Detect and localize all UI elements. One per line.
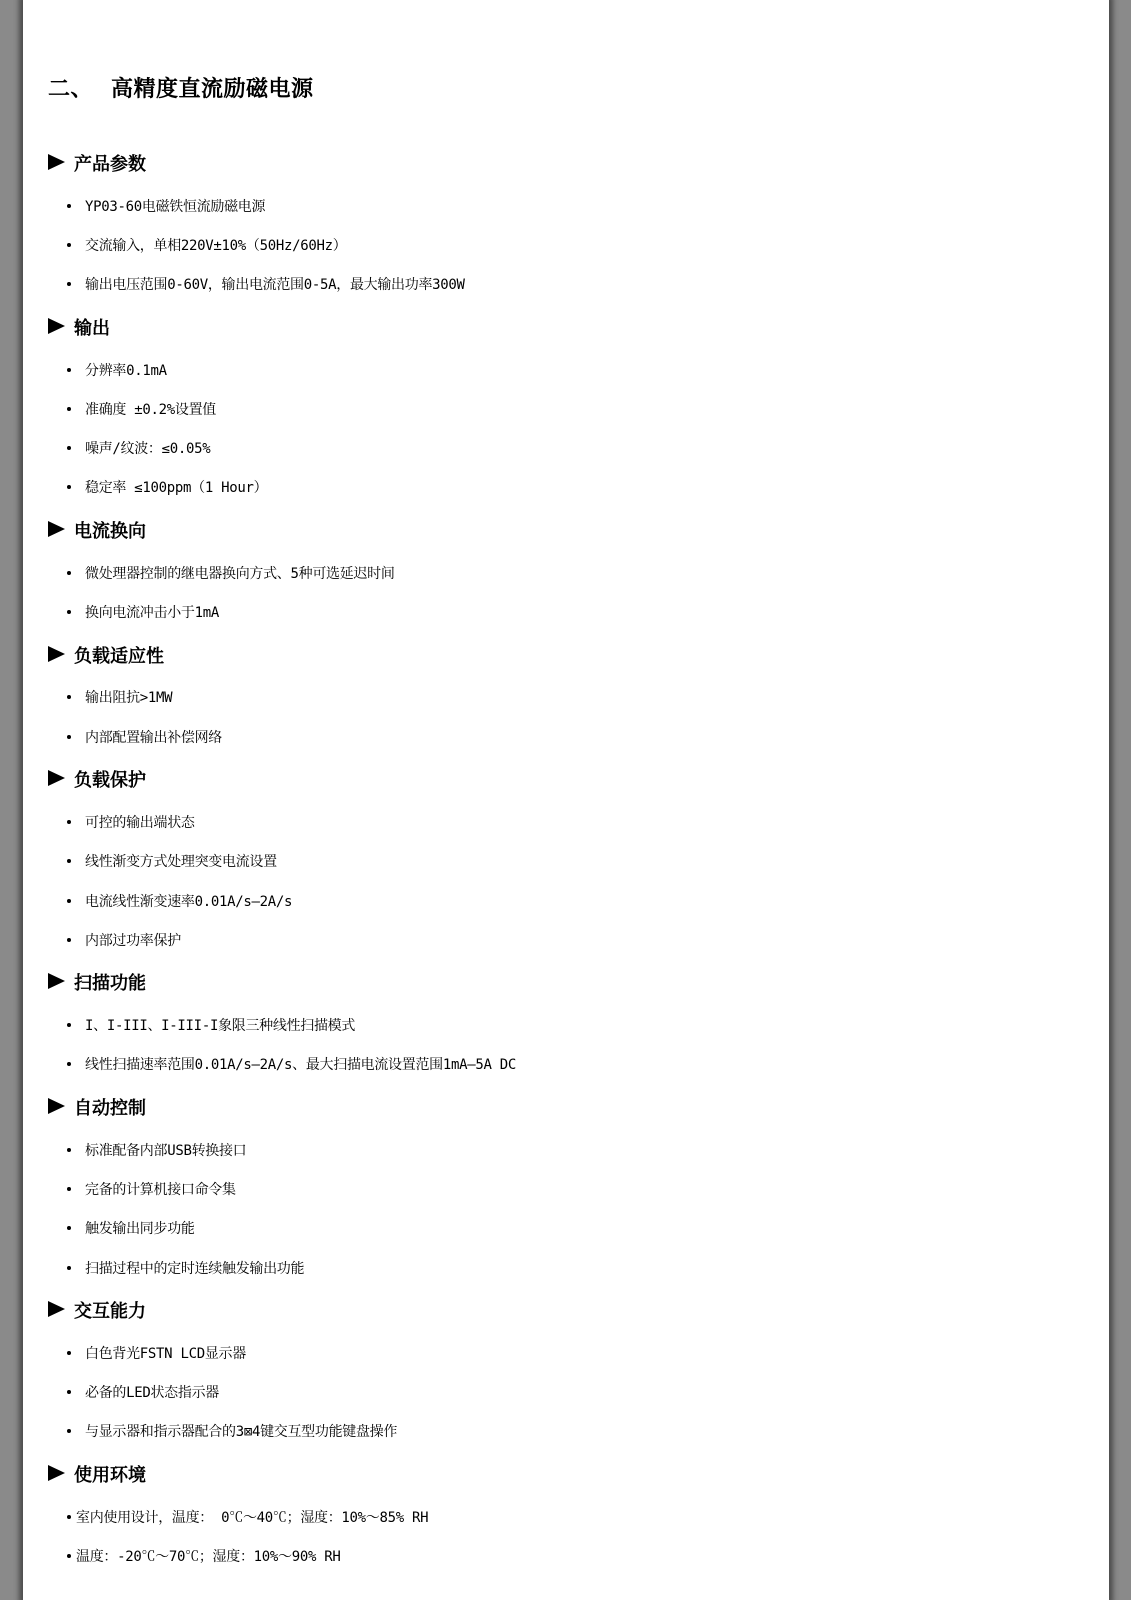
section-heading-text: 自动控制 bbox=[74, 1098, 146, 1120]
bullet-dot-icon bbox=[67, 204, 71, 208]
list-item bbox=[23, 717, 1109, 756]
list-item-text: 微处理器控制的继电器换向方式、5种可选延迟时间 bbox=[85, 565, 395, 582]
list-item bbox=[23, 468, 1109, 507]
section-heading-text: 输出 bbox=[74, 317, 110, 339]
list-item-text: 准确度 ±0.2%设置值 bbox=[85, 401, 216, 418]
list-item bbox=[23, 881, 1109, 920]
bullet-dot-icon bbox=[67, 407, 71, 411]
bullet-dot-icon bbox=[67, 1351, 71, 1355]
bullet-dot-icon bbox=[67, 243, 71, 247]
spec-section bbox=[23, 1293, 1109, 1457]
list-item-text: 电流线性渐变速率0.01A/s—2A/s bbox=[85, 893, 293, 910]
list-item-text: 噪声/纹波：≤0.05% bbox=[85, 441, 211, 458]
list-item bbox=[23, 350, 1109, 389]
list-item-text: 线性扫描速率范围0.01A/s—2A/s、最大扫描电流设置范围1mA—5A DC bbox=[85, 1057, 517, 1074]
spec-list bbox=[23, 1327, 1109, 1457]
triangle-bullet-icon bbox=[48, 973, 65, 989]
list-item-text: 标准配备内部USB转换接口 bbox=[85, 1142, 247, 1159]
section-heading-text: 交互能力 bbox=[74, 1301, 146, 1323]
list-item-text: 必备的LED状态指示器 bbox=[85, 1385, 219, 1402]
spec-list bbox=[23, 999, 1109, 1090]
section-number: 二、 bbox=[48, 77, 94, 102]
list-item bbox=[23, 1248, 1109, 1287]
list-item bbox=[23, 1005, 1109, 1044]
bullet-dot-icon bbox=[67, 1266, 71, 1270]
section-heading-text: 扫描功能 bbox=[74, 973, 146, 995]
list-item-text: 室内使用设计，温度： 0℃～40℃；湿度：10%～85% RH bbox=[76, 1509, 429, 1526]
list-item bbox=[23, 842, 1109, 881]
document-title bbox=[48, 72, 314, 103]
list-item bbox=[23, 1209, 1109, 1248]
spec-section bbox=[23, 513, 1109, 638]
section-heading-text: 产品参数 bbox=[74, 154, 146, 175]
list-item bbox=[23, 428, 1109, 467]
list-item-text: 线性渐变方式处理突变电流设置 bbox=[85, 854, 277, 871]
section-heading bbox=[23, 513, 1109, 547]
spec-list bbox=[23, 1491, 1109, 1582]
spec-section bbox=[23, 762, 1109, 965]
section-heading bbox=[23, 310, 1109, 344]
bullet-dot-icon bbox=[67, 446, 71, 450]
list-item bbox=[23, 1045, 1109, 1084]
bullet-dot-icon bbox=[67, 1390, 71, 1394]
triangle-bullet-icon bbox=[48, 154, 65, 170]
triangle-bullet-icon bbox=[48, 1465, 65, 1481]
list-item bbox=[23, 1373, 1109, 1412]
section-heading-text: 负载保护 bbox=[74, 770, 146, 792]
spec-list bbox=[23, 344, 1109, 513]
section-heading bbox=[23, 638, 1109, 672]
bullet-dot-icon bbox=[67, 1429, 71, 1433]
triangle-bullet-icon bbox=[48, 646, 65, 662]
section-heading-text: 使用环境 bbox=[74, 1465, 146, 1487]
spec-list bbox=[23, 180, 1109, 310]
spec-list bbox=[23, 547, 1109, 638]
section-heading bbox=[23, 1090, 1109, 1124]
list-item bbox=[23, 592, 1109, 631]
triangle-bullet-icon bbox=[48, 521, 65, 537]
document-page bbox=[23, 0, 1109, 1600]
list-item bbox=[23, 678, 1109, 717]
list-item-text: YP03-60电磁铁恒流励磁电源 bbox=[85, 198, 266, 215]
list-item-text: 输出电压范围0-60V，输出电流范围0-5A，最大输出功率300W bbox=[85, 277, 465, 294]
bullet-dot-icon bbox=[67, 1554, 71, 1558]
list-item-text: 可控的输出端状态 bbox=[85, 814, 195, 831]
section-heading bbox=[23, 1457, 1109, 1491]
bullet-dot-icon bbox=[67, 1187, 71, 1191]
spec-content bbox=[23, 146, 1109, 1582]
list-item bbox=[23, 225, 1109, 264]
list-item-text: 换向电流冲击小于1mA bbox=[85, 605, 219, 622]
list-item-text: I、I-III、I-III-I象限三种线性扫描模式 bbox=[85, 1018, 356, 1035]
spec-section bbox=[23, 310, 1109, 513]
list-item-text: 内部过功率保护 bbox=[85, 932, 181, 949]
bullet-dot-icon bbox=[67, 695, 71, 699]
bullet-dot-icon bbox=[67, 899, 71, 903]
spec-list bbox=[23, 672, 1109, 763]
spec-list bbox=[23, 796, 1109, 965]
bullet-dot-icon bbox=[67, 1062, 71, 1066]
section-heading bbox=[23, 965, 1109, 999]
list-item-text: 白色背光FSTN LCD显示器 bbox=[85, 1345, 246, 1362]
list-item bbox=[23, 186, 1109, 225]
list-item-text: 稳定率 ≤100ppm（1 Hour） bbox=[85, 480, 268, 497]
bullet-dot-icon bbox=[67, 1148, 71, 1152]
bullet-dot-icon bbox=[67, 1023, 71, 1027]
list-item bbox=[23, 1412, 1109, 1451]
section-heading bbox=[23, 762, 1109, 796]
triangle-bullet-icon bbox=[48, 1301, 65, 1317]
list-item bbox=[23, 920, 1109, 959]
spec-section bbox=[23, 1457, 1109, 1582]
bullet-dot-icon bbox=[67, 368, 71, 372]
list-item-text: 分辨率0.1mA bbox=[85, 362, 167, 379]
triangle-bullet-icon bbox=[48, 770, 65, 786]
list-item bbox=[23, 265, 1109, 304]
bullet-dot-icon bbox=[67, 938, 71, 942]
bullet-dot-icon bbox=[67, 820, 71, 824]
list-item bbox=[23, 802, 1109, 841]
triangle-bullet-icon bbox=[48, 1098, 65, 1114]
bullet-dot-icon bbox=[67, 571, 71, 575]
list-item-text: 扫描过程中的定时连续触发输出功能 bbox=[85, 1260, 305, 1277]
section-heading-text: 电流换向 bbox=[74, 521, 146, 543]
list-item bbox=[23, 553, 1109, 592]
spec-section bbox=[23, 146, 1109, 310]
list-item-text: 交流输入，单相220V±10%（50Hz/60Hz） bbox=[85, 237, 347, 254]
bullet-dot-icon bbox=[67, 282, 71, 286]
list-item-text: 完备的计算机接口命令集 bbox=[85, 1181, 236, 1198]
bullet-dot-icon bbox=[67, 859, 71, 863]
list-item bbox=[23, 1497, 1109, 1536]
list-item-text: 触发输出同步功能 bbox=[85, 1221, 195, 1238]
spec-section bbox=[23, 1090, 1109, 1293]
list-item bbox=[23, 1169, 1109, 1208]
triangle-bullet-icon bbox=[48, 318, 65, 334]
bullet-dot-icon bbox=[67, 735, 71, 739]
list-item-text: 温度：-20℃～70℃；湿度：10%～90% RH bbox=[76, 1549, 341, 1566]
list-item-text: 输出阻抗>1MW bbox=[85, 690, 173, 707]
bullet-dot-icon bbox=[67, 610, 71, 614]
document-title-text: 高精度直流励磁电源 bbox=[111, 77, 314, 102]
list-item bbox=[23, 1333, 1109, 1372]
list-item bbox=[23, 389, 1109, 428]
spec-section bbox=[23, 638, 1109, 763]
spec-section bbox=[23, 965, 1109, 1090]
list-item-text: 与显示器和指示器配合的3⊠4键交互型功能键盘操作 bbox=[85, 1424, 398, 1441]
bullet-dot-icon bbox=[67, 1226, 71, 1230]
section-heading-text: 负载适应性 bbox=[74, 645, 164, 667]
spec-list bbox=[23, 1124, 1109, 1293]
section-heading bbox=[23, 1293, 1109, 1327]
section-heading bbox=[23, 146, 1109, 180]
bullet-dot-icon bbox=[67, 485, 71, 489]
list-item bbox=[23, 1536, 1109, 1575]
bullet-dot-icon bbox=[67, 1515, 71, 1519]
list-item bbox=[23, 1130, 1109, 1169]
list-item-text: 内部配置输出补偿网络 bbox=[85, 729, 222, 746]
